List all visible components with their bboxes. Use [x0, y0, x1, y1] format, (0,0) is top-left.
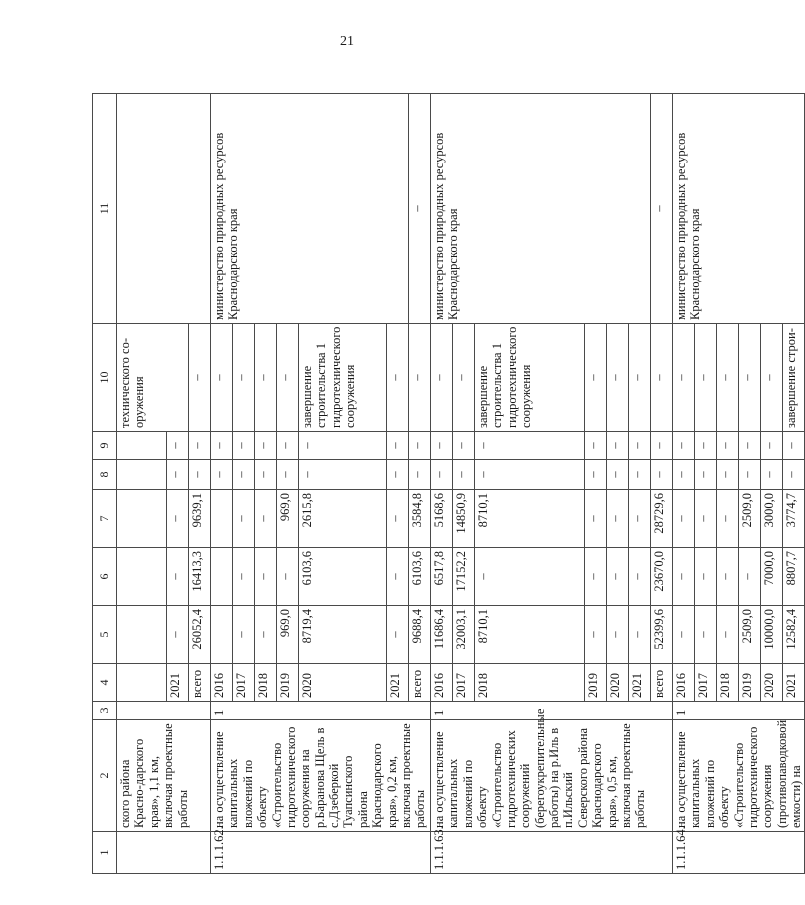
cell-num: 1.1.1.63.	[431, 832, 673, 874]
col-header: 10	[93, 324, 117, 432]
col-header: 6	[93, 548, 117, 606]
cell-total: 16413,3	[189, 548, 211, 606]
col-header: 11	[93, 94, 117, 324]
table-row: 1.1.1.62. на осуществление капитальных вложений по объекту «Строительство гидротехнического сооружения на р.Баранова Щель в с.Дзеберкой Туапсинского района Краснодарского края», 0,2 км, включая проектные работы 1 2016 – – – министерство природных ресурсов Краснодарского края	[211, 94, 233, 874]
col-header: 7	[93, 490, 117, 548]
cell-num: 1.1.1.62.	[211, 832, 431, 874]
cell-num: 1.1.1.64.	[673, 832, 805, 874]
cell-result: завершение строительства 1 гидротехнического сооружения	[299, 324, 387, 432]
page-number: 21	[340, 34, 354, 49]
col-header: 2	[93, 720, 117, 832]
col-header: 3	[93, 702, 117, 720]
cell-org: министерство природных ресурсов Краснодарского края	[431, 94, 651, 324]
col-header: 4	[93, 664, 117, 702]
cell-year: 2021	[167, 664, 189, 702]
cell-name: на осуществление капитальных вложений по объекту «Строительство гидротехнических сооружений (берегоукрепительные работы) на р.Иль в п.Ильский Северского района Краснодарского края», 0,5 км, включая проектные работы	[431, 720, 673, 832]
cell-result: технического со-оружения	[117, 324, 189, 432]
cell-result: завершение строи-	[783, 324, 805, 432]
table-row	[117, 94, 167, 874]
cell-num	[117, 832, 211, 874]
col-header: 1	[93, 832, 117, 874]
cell-org: министерство природных ресурсов Краснодарского края	[211, 94, 409, 324]
col-header: 8	[93, 460, 117, 490]
table-row: 1.1.1.63. на осуществление капитальных вложений по объекту «Строительство гидротехнических сооружений (берегоукрепительные работы) на р.Иль в п.Ильский Северского района Краснодарского края», 0,5 км, включая проектные работы 1 2016 11686,4 6517,8 5168,6 – – – министерство природных ресурсов Краснодарского края	[431, 94, 453, 874]
col-header: 5	[93, 606, 117, 664]
cell-col3: 1	[211, 702, 431, 720]
cell-name: на осуществление капитальных вложений по объекту «Строительство гидротехнического сооружения (противопаводковой емкости) на	[673, 720, 805, 832]
cell-total-label: всего	[189, 664, 211, 702]
table-row: 1.1.1.64. на осуществление капитальных вложений по объекту «Строительство гидротехнического сооружения (противопаводковой емкости) на 1 2016 – – – – – – министерство природных ресурсов Краснодарского края	[673, 94, 695, 874]
cell-name: ского района Красно-дарского края», 1,1 км, включая проектные работы	[117, 720, 211, 832]
cell-name: на осуществление капитальных вложений по объекту «Строительство гидротехнического сооружения на р.Баранова Щель в с.Дзеберкой Туапсинского района Краснодарского края», 0,2 км, включая проектные работы	[211, 720, 431, 832]
cell-col3: 1	[431, 702, 673, 720]
cell-total: 26052,4	[189, 606, 211, 664]
cell-org: министерство природных ресурсов Краснодарского края	[673, 94, 805, 324]
cell-total: 9639,1	[189, 490, 211, 548]
col-header: 9	[93, 432, 117, 460]
program-table: 1 2 3 4 5 6 7 8 9 10 11 ского района Красно-дарского края», 1,1 км, включая проектные работы технического со-оружения 2021 – – – – – всего 26052,4 16413,3 9639,1 – – – 1.1.1.62. на осуществление капитальных вложений по объекту «Строительство гидротехнического сооружения на р.Баранова Щель в с.Дзеберкой Туапсинского района Краснодарского края», 0,2 км, включая проектные работы 1 2016 – – – министерство природных ресурсов Краснодарского края 2017 – – – – – – 2018 – – – – – – 2019 969,0 – 969,0 – – – 2020 8719,4 6103,6 2615,8 – – завершение строительства 1 гидротехнического сооружения 2021 – – – – – – всего 9688,4 6103,6 3584,8 – – – – 1.1.1.63. на осуществление капитальных вложений по объекту «Строительство гидротехнических сооружений (берегоукрепительные работы) на р.Иль в п.Ильский Северского района Краснодарского края», 0,5 км, включая проектные работы 1 2016 11686,4 6517,8 5168,6 – – – министерство природных ресурсов Краснодарского края 2017 32003,1 17152,2 14850,9 – – – 2018 8710,1 – 8710,1 – – завершение строительства 1 гидротехнического сооружения 2019 – – – – – – 2020 – – – – – – 2021 – – – – – – всего 52399,6 23670,0 28729,6 – – – – 1.1.1.64. на осуществление капитальных вложений по объекту «Строительство гидротехнического сооружения (противопаводковой емкости) на 1 2016 – – – – – – министерство природных ресурсов Краснодарского края 2017 – – – – – – 2018 – – – – – – 2019 2509,0 – 2509,0 – – – 2020 10000,0 7000,0 3000,0 – – – 2021 12582,4 8807,7 3774,7 – – завершение строи-	[92, 93, 805, 874]
rotated-table-wrapper	[92, 94, 803, 874]
header-row	[93, 94, 117, 874]
cell-result: завершение строительства 1 гидротехнического сооружения	[475, 324, 585, 432]
cell-col3: 1	[673, 702, 805, 720]
